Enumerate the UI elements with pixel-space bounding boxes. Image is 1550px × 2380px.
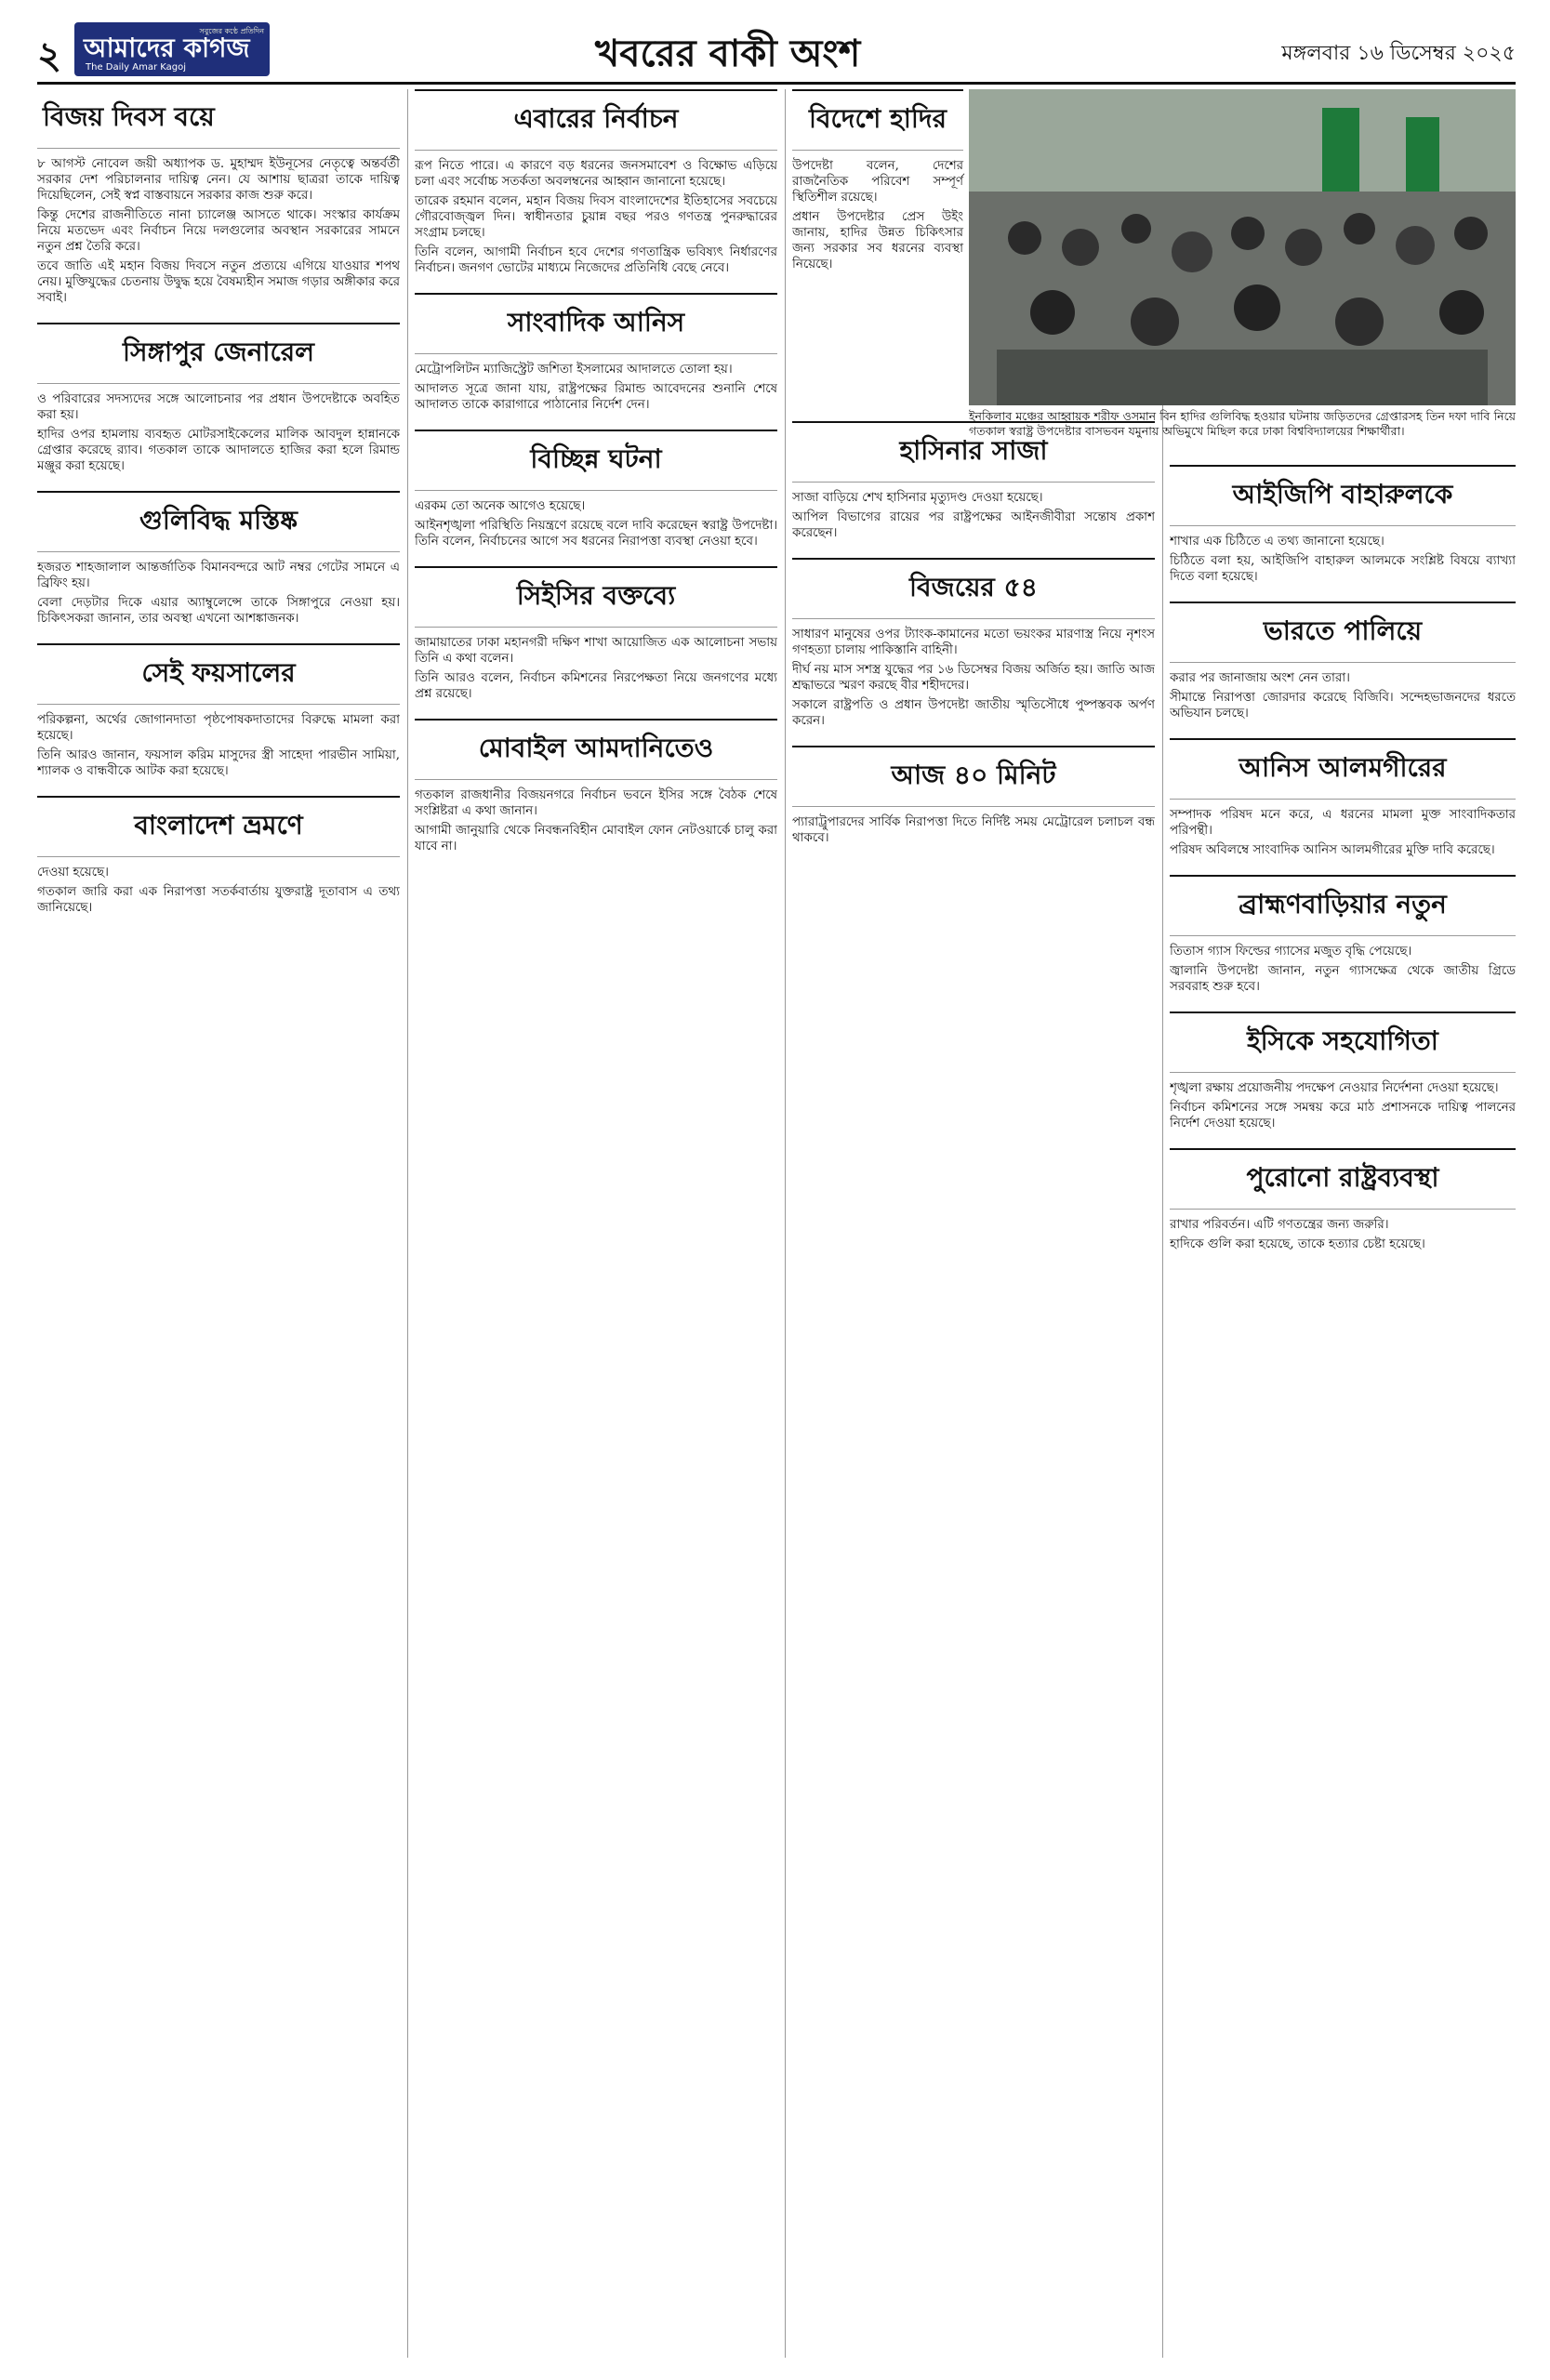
publication-date: মঙ্গলবার ১৬ ডিসেম্বর ২০২৫ (1281, 42, 1516, 65)
news-photo (969, 89, 1516, 448)
section-title: খবরের বাকী অংশ (595, 33, 861, 75)
story-headline: আনিস আলমগীরের (1170, 738, 1516, 800)
story-paragraph: সাধারণ মানুষের ওপর ট্যাংক-কামানের মতো ভয়ংকর মারণাস্ত্র নিয়ে নৃশংস গণহত্যা চালায় পাকিস্তানি বাহিনী। (792, 628, 1155, 657)
newspaper-logo (74, 22, 270, 76)
story-brahmanbaria (1170, 875, 1516, 995)
story-sei-faisaler (37, 643, 400, 779)
story-ebarer-nirbachon (415, 89, 777, 276)
column-1 (37, 89, 400, 2358)
story-headline: বিচ্ছিন্ন ঘটনা (415, 430, 777, 491)
story-paragraph: পরিকল্পনা, অর্থের জোগানদাতা পৃষ্ঠপোষকদাতাদের বিরুদ্ধে মামলা করা হয়েছে। (37, 713, 400, 743)
story-paragraph: সাজা বাড়িয়ে শেখ হাসিনার মৃত্যুদণ্ড দেওয়া হয়েছে। (792, 491, 1043, 505)
story-bijoy-dibos (37, 89, 400, 306)
story-paragraph: হজরত শাহজালাল আন্তর্জাতিক বিমানবন্দরে আট নম্বর গেটের সামনে এ ব্রিফিং হয়। (37, 561, 400, 590)
story-paragraph: তবে জাতি এই মহান বিজয় দিবসে নতুন প্রত্যয়ে এগিয়ে যাওয়ার শপথ নেয়। মুক্তিযুদ্ধের চেতনায় উদ্বুদ্ধ হয়ে বৈষম্যহীন সমাজ গড়ার অঙ্গীকার করে সবাই। (37, 259, 400, 305)
story-paragraph: আইনশৃঙ্খলা পরিস্থিতি নিয়ন্ত্রণে রয়েছে বলে দাবি করেছেন স্বরাষ্ট্র উপদেষ্টা। তিনি বলেন, নির্বাচনের আগে সব ধরনের নিরাপত্তা ব্যবস্থা নেওয়া হবে। (415, 519, 777, 549)
story-bicchinno-ghotona (415, 430, 777, 549)
story-headline: সিইসির বক্তব্যে (415, 566, 777, 628)
story-paragraph: রূপ নিতে পারে। এ কারণে বড় ধরনের জনসমাবেশ ও বিক্ষোভ এড়িয়ে চলা এবং সর্বোচ্চ সতর্কতা অবলম্বনের আহ্বান জানানো হয়েছে। (415, 159, 777, 189)
story-paragraph: শাখার এক চিঠিতে এ তথ্য জানানো হয়েছে। (1170, 535, 1384, 549)
story-paragraph: নির্বাচন কমিশনের সঙ্গে সমন্বয় করে মাঠ প্রশাসনকে দায়িত্ব পালনের নির্দেশ দেওয়া হয়েছে। (1170, 1101, 1516, 1130)
masthead (37, 19, 1516, 85)
story-paragraph: হাদির ওপর হামলায় ব্যবহৃত মোটরসাইকেলের মালিক আবদুল হান্নানকে গ্রেপ্তার করেছে র‍্যাব। গতকাল তাকে আদালতে হাজির করা হলে রিমান্ড মঞ্জুর করা হয়েছে। (37, 428, 400, 473)
story-paragraph: দীর্ঘ নয় মাস সশস্ত্র যুদ্ধের পর ১৬ ডিসেম্বর বিজয় অর্জিত হয়। জাতি আজ শ্রদ্ধাভরে স্মরণ করছে বীর শহীদদের। (792, 663, 1155, 693)
story-bideshe-hadir (792, 89, 963, 272)
story-paragraph: সীমান্তে নিরাপত্তা জোরদার করেছে বিজিবি। সন্দেহভাজনদের ধরতে অভিযান চলছে। (1170, 691, 1516, 721)
story-aj-40-minute (792, 746, 1155, 846)
story-headline: সাংবাদিক আনিস (415, 293, 777, 354)
story-paragraph: ও পরিবারের সদস্যদের সঙ্গে আলোচনার পর প্রধান উপদেষ্টাকে অবহিত করা হয়। (37, 392, 400, 422)
story-paragraph: কিন্তু দেশের রাজনীতিতে নানা চ্যালেঞ্জ আসতে থাকে। সংস্কার কার্যক্রম নিয়ে মতভেদ এবং নির্বাচন নিয়ে দলগুলোর অবস্থান সরকারের সামনে নতুন প্রশ্ন তৈরি করে। (37, 208, 400, 254)
column-divider (407, 89, 408, 2358)
story-headline: গুলিবিদ্ধ মস্তিষ্ক (37, 491, 400, 552)
story-paragraph: তিনি আরও জানান, ফয়সাল করিম মাসুদের স্ত্রী সাহেদা পারভীন সামিয়া, শ্যালক ও বান্ধবীকে আটক করা হয়েছে। (37, 748, 400, 778)
story-mobile-amdani (415, 719, 777, 854)
story-paragraph: হাদিকে গুলি করা হয়েছে, তাকে হত্যার চেষ্টা হয়েছে। (1170, 1237, 1425, 1251)
story-headline: আইজিপি বাহারুলকে (1170, 465, 1516, 526)
narrow-column (792, 89, 963, 272)
story-headline: এবারের নির্বাচন (415, 89, 777, 151)
crowd-photo-icon (969, 89, 1516, 405)
story-paragraph: তারেক রহমান বলেন, মহান বিজয় দিবস বাংলাদেশের ইতিহাসের সবচেয়ে গৌরবোজ্জ্বল দিন। স্বাধীনতার চুয়ান্ন বছর পরও গণতন্ত্র পুনরুদ্ধারের সংগ্রাম চলছে। (415, 194, 777, 240)
story-paragraph: বেলা দেড়টার দিকে এয়ার অ্যাম্বুলেন্সে তাকে সিঙ্গাপুরে নেওয়া হয়। চিকিৎসকরা জানান, তার অবস্থা এখনো আশঙ্কাজনক। (37, 596, 400, 626)
story-paragraph: তিনি আরও বলেন, নির্বাচন কমিশনের নিরপেক্ষতা নিয়ে জনগণের মধ্যে প্রশ্ন রয়েছে। (415, 671, 777, 701)
story-gulibiddho-mostishko (37, 491, 400, 627)
story-headline: সেই ফয়সালের (37, 643, 400, 705)
story-bharote-paliye (1170, 602, 1516, 721)
story-paragraph: আপিল বিভাগের রায়ের পর রাষ্ট্রপক্ষের আইনজীবীরা সন্তোষ প্রকাশ করেছেন। (792, 510, 1155, 540)
story-sangbadik-anis (415, 293, 777, 413)
story-headline: আজ ৪০ মিনিট (792, 746, 1155, 807)
story-paragraph: চিঠিতে বলা হয়, আইজিপি বাহারুল আলমকে সংশ্লিষ্ট বিষয়ে ব্যাখ্যা দিতে বলা হয়েছে। (1170, 554, 1516, 584)
story-paragraph: প্যারাট্রুপারদের সার্বিক নিরাপত্তা দিতে নির্দিষ্ট সময় মেট্রোরেল চলাচল বন্ধ থাকবে। (792, 815, 1155, 845)
story-paragraph: গতকাল রাজধানীর বিজয়নগরে নির্বাচন ভবনে ইসির সঙ্গে বৈঠক শেষে সংশ্লিষ্টরা এ কথা জানান। (415, 788, 777, 818)
story-paragraph: উপদেষ্টা বলেন, দেশের রাজনৈতিক পরিবেশ সম্পূর্ণ স্থিতিশীল রয়েছে। (792, 159, 963, 205)
story-paragraph: দেওয়া হয়েছে। (37, 866, 109, 879)
column-2 (415, 89, 777, 2358)
story-headline: পুরোনো রাষ্ট্রব্যবস্থা (1170, 1148, 1516, 1210)
photo-caption: ইনকিলাব মঞ্চের আহ্বায়ক শরীফ ওসমান বিন হাদির গুলিবিদ্ধ হওয়ার ঘটনায় জড়িতদের গ্রেপ্তারসহ তিন দফা দাবি নিয়ে গতকাল স্বরাষ্ট্র উপদেষ্টার বাসভবন যমুনায় অভিমুখে মিছিল করে ঢাকা বিশ্ববিদ্যালয়ের শিক্ষার্থীরা। (969, 409, 1516, 438)
story-purono-rashtrobyabostha (1170, 1148, 1516, 1252)
story-headline: ব্রাহ্মণবাড়িয়ার নতুন (1170, 875, 1516, 936)
story-paragraph: জ্বালানি উপদেষ্টা জানান, নতুন গ্যাসক্ষেত্র থেকে জাতীয় গ্রিডে সরবরাহ শুরু হবে। (1170, 964, 1516, 994)
story-headline: বিদেশে হাদির (792, 89, 963, 151)
story-bangladesh-bhromone (37, 796, 400, 916)
story-paragraph: তিনি বলেন, আগামী নির্বাচন হবে দেশের গণতান্ত্রিক ভবিষ্যৎ নির্ধারণের নির্বাচন। জনগণ ভোটের মাধ্যমে নিজেদের প্রতিনিধি বেছে নেবে। (415, 245, 777, 275)
story-anis-alamgirer (1170, 738, 1516, 858)
story-bijoyer-54 (792, 558, 1155, 729)
story-headline: ভারতে পালিয়ে (1170, 602, 1516, 663)
story-cec-boktobbe (415, 566, 777, 702)
story-paragraph: তিতাস গ্যাস ফিল্ডের গ্যাসের মজুত বৃদ্ধি পেয়েছে। (1170, 945, 1412, 959)
story-igp-baharulke (1170, 465, 1516, 585)
column-divider (785, 89, 786, 2358)
story-headline: ইসিকে সহযোগিতা (1170, 1012, 1516, 1073)
column-3-lower (792, 421, 1155, 846)
story-paragraph: শৃঙ্খলা রক্ষায় প্রয়োজনীয় পদক্ষেপ নেওয়ার নির্দেশনা দেওয়া হয়েছে। (1170, 1081, 1499, 1095)
story-headline: বিজয়ের ৫৪ (792, 558, 1155, 619)
column-4 (1170, 465, 1516, 2358)
story-paragraph: সকালে রাষ্ট্রপতি ও প্রধান উপদেষ্টা জাতীয় স্মৃতিসৌধে পুষ্পস্তবক অর্পণ করেন। (792, 698, 1155, 728)
logo-subtitle: The Daily Amar Kagoj (86, 62, 187, 73)
story-paragraph: প্রধান উপদেষ্টার প্রেস উইং জানায়, হাদির উন্নত চিকিৎসার জন্য সরকার সব ধরনের ব্যবস্থা নিয়েছে। (792, 210, 963, 271)
story-paragraph: এরকম তো অনেক আগেও হয়েছে। (415, 499, 586, 513)
story-paragraph: ৮ আগস্ট নোবেল জয়ী অধ্যাপক ড. মুহাম্মদ ইউনূসের নেতৃত্বে অন্তর্বর্তী সরকার দেশ পরিচালনার দায়িত্ব নেন। যে আশায় ছাত্ররা তাকে দায়িত্ব দিয়েছিলেন, সেই স্বপ্ন বাস্তবায়নে সরকার কাজ শুরু করে। (37, 157, 400, 203)
story-paragraph: মেট্রোপলিটন ম্যাজিস্ট্রেট জশিতা ইসলামের আদালতে তোলা হয়। (415, 363, 733, 377)
page-number: ২ (37, 33, 62, 77)
story-paragraph: পরিষদ অবিলম্বে সাংবাদিক আনিস আলমগীরের মুক্তি দাবি করেছে। (1170, 843, 1495, 857)
story-singapore-general (37, 323, 400, 474)
logo-text: আমাদের কাগজ (84, 33, 250, 63)
story-headline: সিঙ্গাপুর জেনারেল (37, 323, 400, 384)
story-headline: হাসিনার সাজা (792, 421, 1155, 483)
story-paragraph: সম্পাদক পরিষদ মনে করে, এ ধরনের মামলা মুক্ত সাংবাদিকতার পরিপন্থী। (1170, 808, 1516, 838)
story-paragraph: আগামী জানুয়ারি থেকে নিবন্ধনবিহীন মোবাইল ফোন নেটওয়ার্কে চালু করা যাবে না। (415, 824, 777, 853)
logo-tagline: সবুজের কণ্ঠে প্রতিদিন (199, 27, 264, 35)
story-ec-sohojogita (1170, 1012, 1516, 1131)
story-paragraph: গতকাল জারি করা এক নিরাপত্তা সতর্কবার্তায় যুক্তরাষ্ট্র দূতাবাস এ তথ্য জানিয়েছে। (37, 885, 400, 915)
story-paragraph: করার পর জানাজায় অংশ নেন তারা। (1170, 671, 1350, 685)
story-paragraph: জামায়াতের ঢাকা মহানগরী দক্ষিণ শাখা আয়োজিত এক আলোচনা সভায় তিনি এ কথা বলেন। (415, 636, 777, 666)
story-paragraph: রাখার পরিবর্তন। এটি গণতন্ত্রের জন্য জরুরি। (1170, 1218, 1389, 1232)
story-headline: মোবাইল আমদানিতেও (415, 719, 777, 780)
story-paragraph: আদালত সূত্রে জানা যায়, রাষ্ট্রপক্ষের রিমান্ড আবেদনের শুনানি শেষে আদালত তাকে কারাগারে পাঠানোর নির্দেশ দেন। (415, 382, 777, 412)
story-headline: বাংলাদেশ ভ্রমণে (37, 796, 400, 857)
story-headline: বিজয় দিবস বয়ে (37, 89, 400, 149)
